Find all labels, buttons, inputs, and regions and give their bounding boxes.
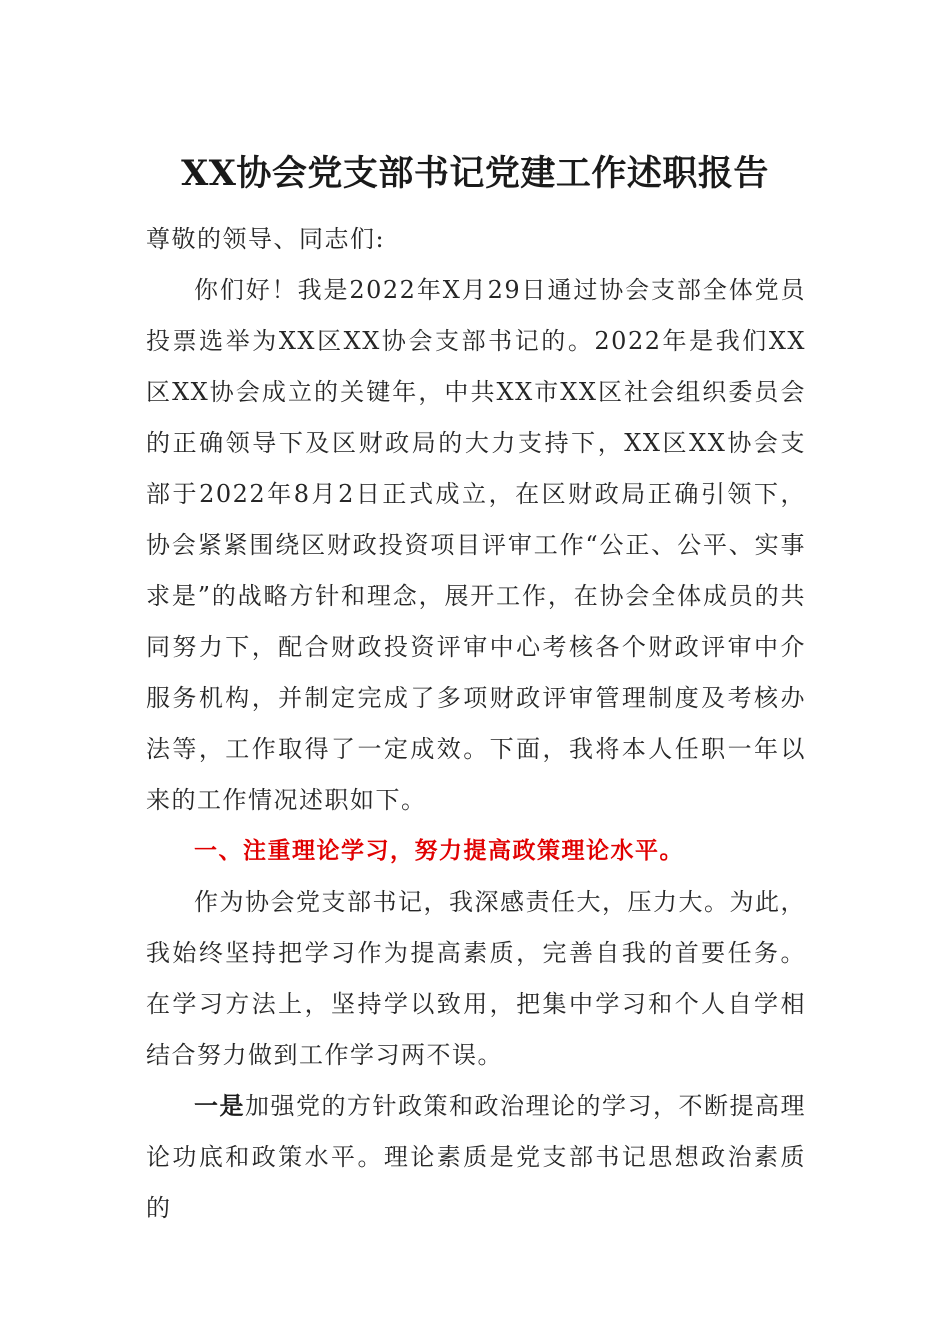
paragraph-first-point-text: 加强党的方针政策和政治理论的学习，不断提高理论功底和政策水平。理论素质是党支部书记思想政治素质的 xyxy=(146,1092,806,1222)
section-heading-1: 一、注重理论学习，努力提高政策理论水平。 xyxy=(194,838,684,864)
paragraph-study: 作为协会党支部书记，我深感责任大，压力大。为此，我始终坚持把学习作为提高素质，完善自我的首要任务。在学习方法上，坚持学以致用，把集中学习和个人自学相结合努力做到工作学习两不误。 xyxy=(146,888,806,1069)
document-body xyxy=(146,214,806,1234)
paragraph-intro: 你们好！我是2022年X月29日通过协会支部全体党员投票选举为XX区XX协会支部书记的。2022年是我们XX区XX协会成立的关键年，中共XX市XX区社会组织委员会的正确领导下及区财政局的大力支持下，XX区XX协会支部于2022年8月2日正式成立，在区财政局正确引领下，协会紧紧围绕区财政投资项目评审工作“公正、公平、实事求是”的战略方针和理念，展开工作，在协会全体成员的共同努力下，配合财政投资评审中心考核各个财政评审中介服务机构，并制定完成了多项财政评审管理制度及考核办法等，工作取得了一定成效。下面，我将本人任职一年以来的工作情况述职如下。 xyxy=(146,276,806,814)
paragraph-first-point xyxy=(146,1081,806,1234)
salutation: 尊敬的领导、同志们: xyxy=(146,225,386,253)
document-title: XX协会党支部书记党建工作述职报告 xyxy=(181,153,769,194)
paragraph-first-point-lead: 一是 xyxy=(194,1092,245,1120)
